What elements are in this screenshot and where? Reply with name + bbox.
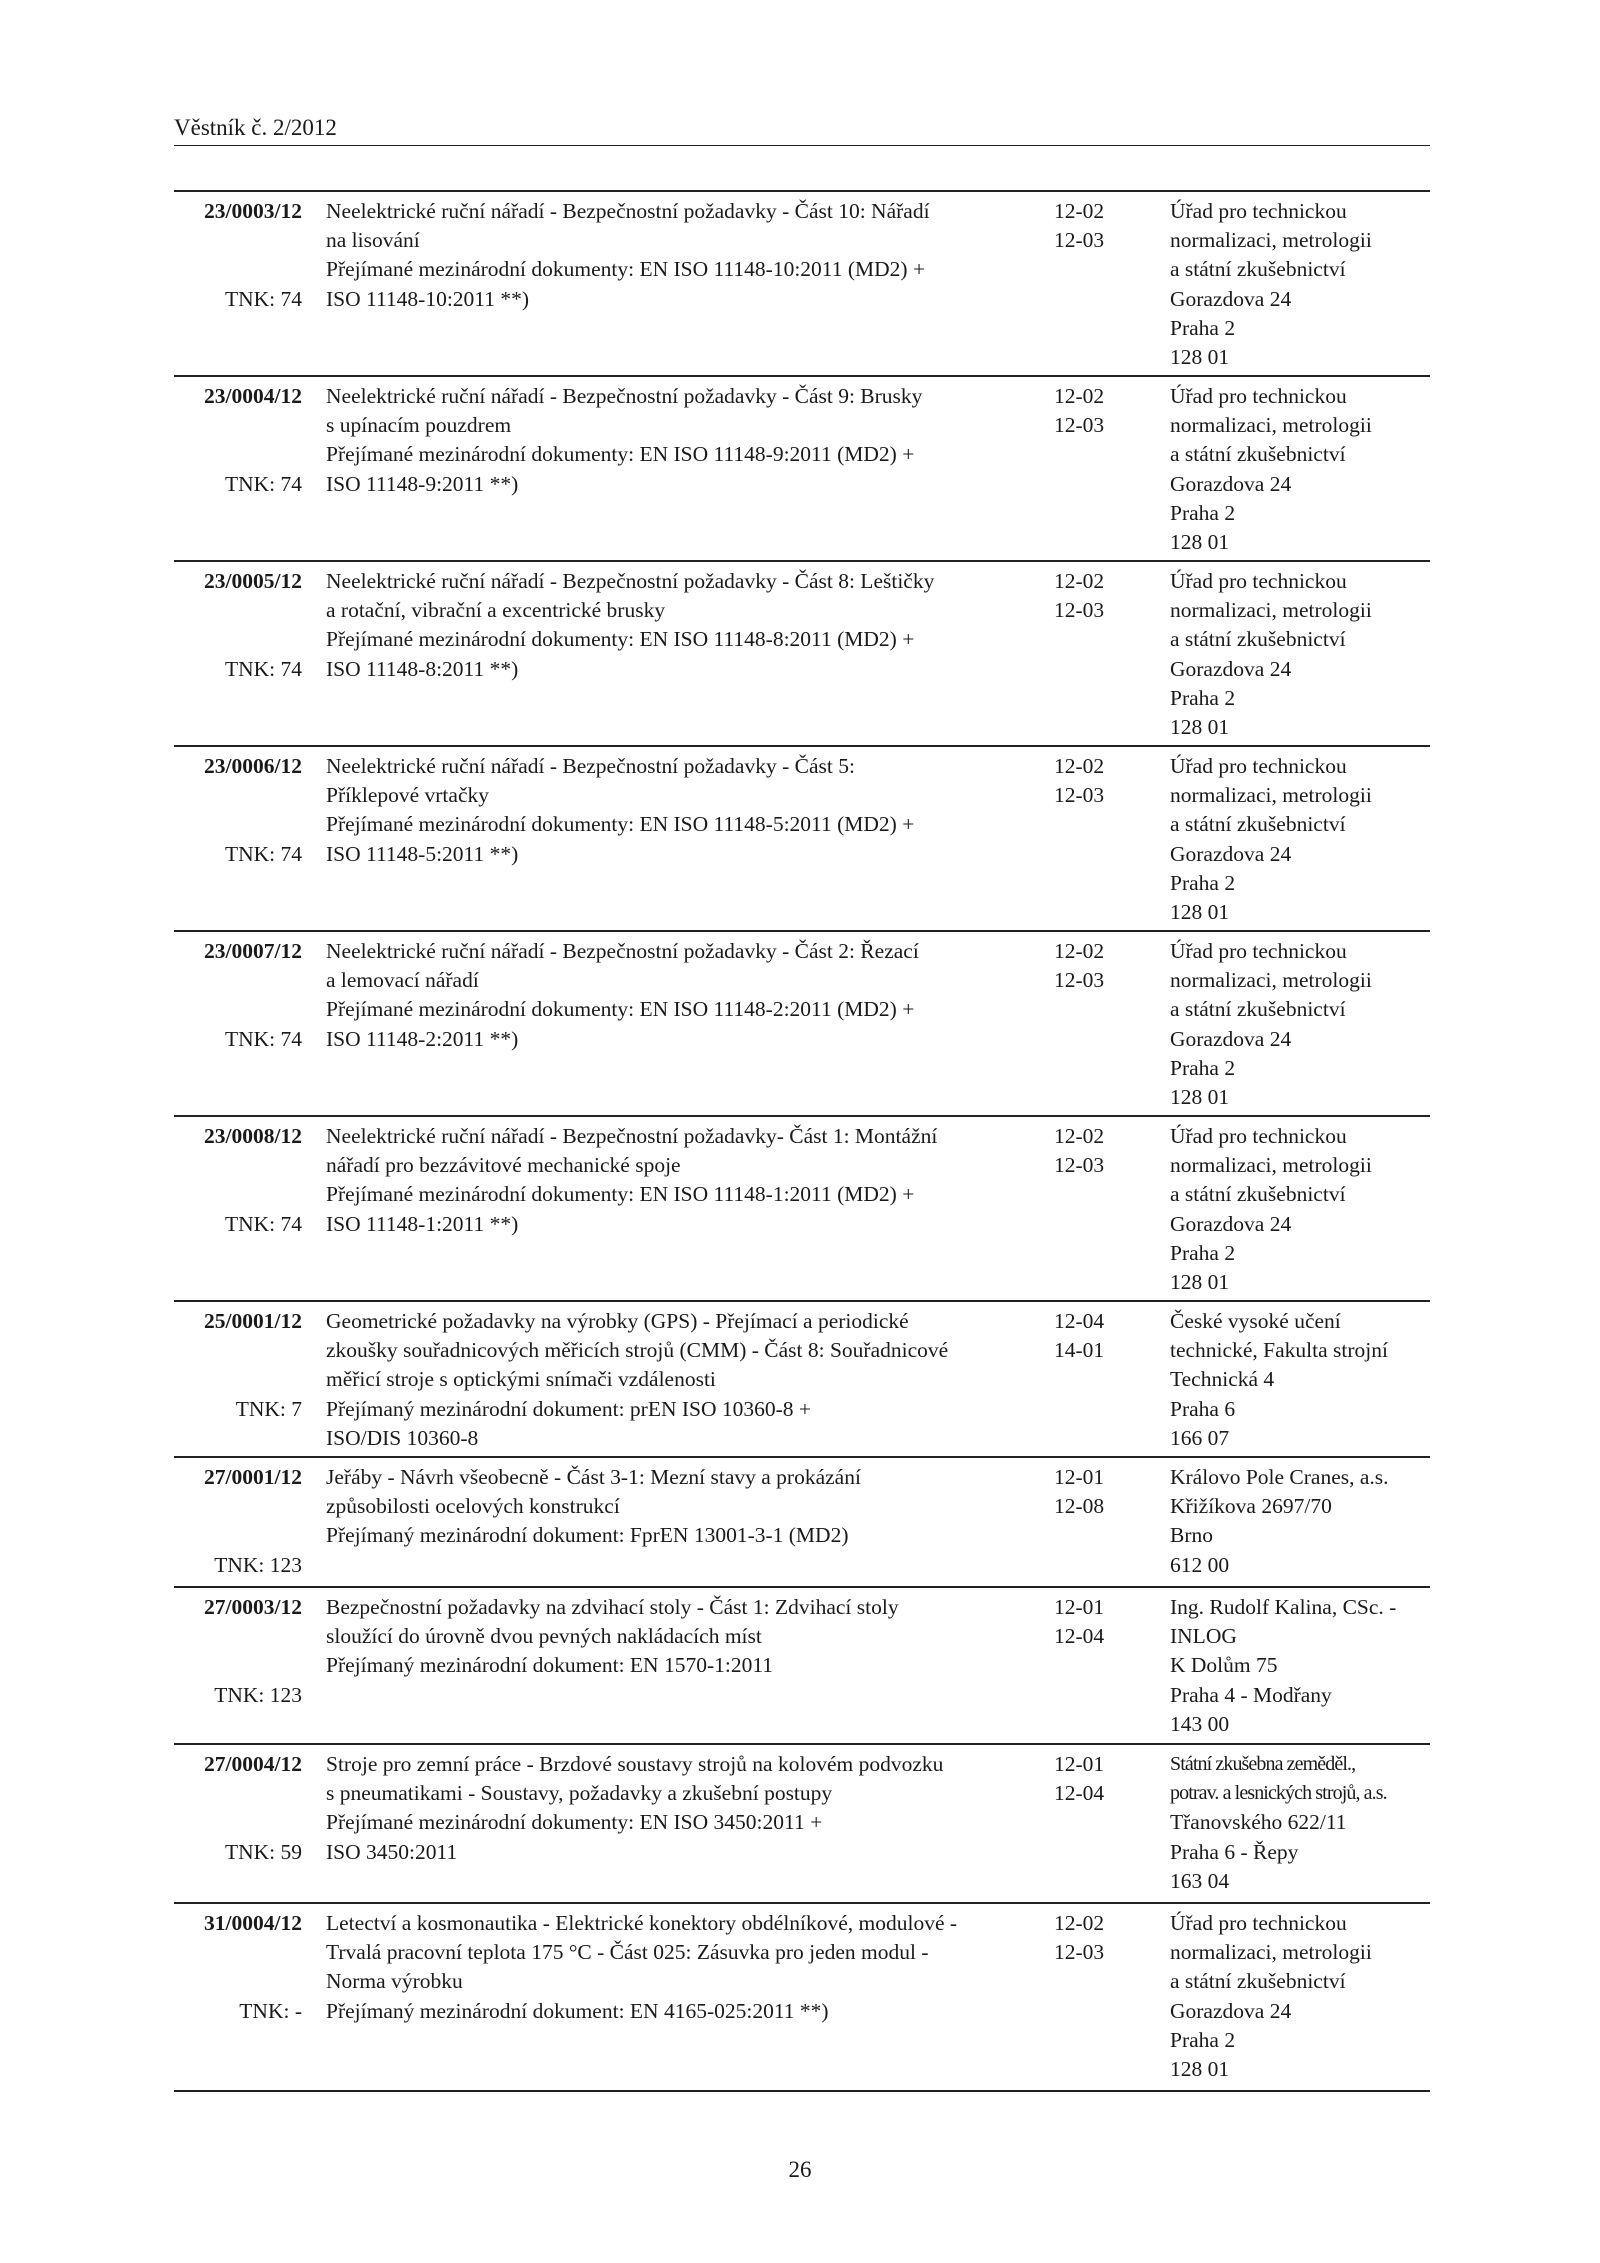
table-row xyxy=(174,1458,1430,1588)
entry-number: 27/0003/12 xyxy=(204,1595,302,1619)
address-line: INLOG xyxy=(1170,1624,1237,1649)
address-line: potrav. a lesnických strojů, a.s. xyxy=(1170,1782,1387,1805)
address-line: Úřad pro technickou xyxy=(1170,1124,1347,1148)
description-line: Letectví a kosmonautika - Elektrické konektory obdélníkové, modulové - xyxy=(326,1911,958,1935)
table-row xyxy=(174,562,1430,747)
entry-codes xyxy=(1054,1463,1144,1521)
description-line: s pneumatikami - Soustavy, požadavky a zkušební postupy xyxy=(326,1781,833,1806)
address-line: Technická 4 xyxy=(1170,1367,1275,1392)
address-line: Gorazdova 24 xyxy=(1170,1026,1292,1051)
entry-description xyxy=(326,1307,1046,1453)
code-line: 12-02 xyxy=(1054,939,1105,963)
code-line: 12-08 xyxy=(1054,1494,1105,1519)
address-line: a státní zkušebnictví xyxy=(1170,997,1346,1022)
entry-tnk: TNK: 123 xyxy=(214,1552,302,1577)
address-line: a státní zkušebnictví xyxy=(1170,627,1346,652)
table-row xyxy=(174,1117,1430,1302)
standards-table xyxy=(174,190,1430,2092)
address-line: normalizaci, metrologii xyxy=(1170,413,1372,438)
description-line: Neelektrické ruční nářadí - Bezpečnostní požadavky - Část 5: xyxy=(326,754,855,778)
entry-codes xyxy=(1054,1307,1144,1365)
address-line: Gorazdova 24 xyxy=(1170,1211,1292,1236)
entry-codes xyxy=(1054,1593,1144,1651)
description-line: Geometrické požadavky na výrobky (GPS) - Přejímací a periodické xyxy=(326,1309,909,1333)
page-header-title: Věstník č. 2/2012 xyxy=(174,115,337,140)
description-line: ISO 11148-1:2011 **) xyxy=(326,1211,519,1236)
table-row xyxy=(174,1588,1430,1745)
address-line: 128 01 xyxy=(1170,900,1230,925)
description-line: nářadí pro bezzávitové mechanické spoje xyxy=(326,1153,681,1178)
description-line: ISO/DIS 10360-8 xyxy=(326,1425,479,1450)
address-line: Úřad pro technickou xyxy=(1170,1911,1347,1935)
address-line: Praha 6 - Řepy xyxy=(1170,1839,1299,1864)
entry-description xyxy=(326,752,1046,869)
address-line: a státní zkušebnictví xyxy=(1170,1969,1346,1994)
address-line: a státní zkušebnictví xyxy=(1170,812,1346,837)
table-row xyxy=(174,192,1430,377)
address-line: K Dolům 75 xyxy=(1170,1653,1278,1678)
address-line: Úřad pro technickou xyxy=(1170,199,1347,223)
address-line: a státní zkušebnictví xyxy=(1170,1182,1346,1207)
entry-address xyxy=(1170,567,1440,742)
table-row xyxy=(174,932,1430,1117)
address-line: 128 01 xyxy=(1170,2057,1230,2082)
address-line: Státní zkušebna zeměděl., xyxy=(1170,1753,1356,1775)
description-line: Přejímané mezinárodní dokumenty: EN ISO 11148-2:2011 (MD2) + xyxy=(326,997,915,1022)
code-line: 12-01 xyxy=(1054,1595,1105,1619)
address-line: Úřad pro technickou xyxy=(1170,569,1347,593)
table-row xyxy=(174,377,1430,562)
code-line: 12-03 xyxy=(1054,1940,1105,1965)
code-line: 12-04 xyxy=(1054,1781,1105,1806)
entry-description xyxy=(326,1909,1046,2026)
entry-address xyxy=(1170,937,1440,1112)
code-line: 12-03 xyxy=(1054,783,1105,808)
address-line: a státní zkušebnictví xyxy=(1170,257,1346,282)
address-line: normalizaci, metrologii xyxy=(1170,968,1372,993)
description-line: ISO 11148-8:2011 **) xyxy=(326,656,519,681)
address-line: normalizaci, metrologii xyxy=(1170,228,1372,253)
entry-codes xyxy=(1054,567,1144,625)
address-line: Brno xyxy=(1170,1523,1213,1548)
address-line: 612 00 xyxy=(1170,1552,1230,1577)
address-line: Úřad pro technickou xyxy=(1170,384,1347,408)
code-line: 12-02 xyxy=(1054,199,1105,223)
address-line: Praha 2 xyxy=(1170,1240,1236,1265)
description-line: Přejímané mezinárodní dokumenty: EN ISO 11148-8:2011 (MD2) + xyxy=(326,627,915,652)
address-line: Gorazdova 24 xyxy=(1170,471,1292,496)
entry-id-cell xyxy=(174,1307,302,1421)
entry-address xyxy=(1170,1909,1440,2084)
code-line: 12-04 xyxy=(1054,1624,1105,1649)
description-line: Přejímaný mezinárodní dokument: prEN ISO 10360-8 + xyxy=(326,1396,812,1421)
description-line: Neelektrické ruční nářadí - Bezpečnostní požadavky - Část 10: Nářadí xyxy=(326,199,930,223)
description-line: Přejímané mezinárodní dokumenty: EN ISO 3450:2011 + xyxy=(326,1810,823,1835)
description-line: Přejímané mezinárodní dokumenty: EN ISO 11148-5:2011 (MD2) + xyxy=(326,812,915,837)
address-line: Praha 2 xyxy=(1170,685,1236,710)
code-line: 12-04 xyxy=(1054,1309,1105,1333)
code-line: 14-01 xyxy=(1054,1338,1105,1363)
code-line: 12-02 xyxy=(1054,384,1105,408)
description-line: ISO 11148-5:2011 **) xyxy=(326,841,519,866)
address-line: technické, Fakulta strojní xyxy=(1170,1338,1388,1363)
entry-number: 31/0004/12 xyxy=(204,1911,302,1935)
entry-address xyxy=(1170,197,1440,372)
address-line: 143 00 xyxy=(1170,1711,1230,1736)
address-line: 128 01 xyxy=(1170,1270,1230,1295)
address-line: Praha 2 xyxy=(1170,1055,1236,1080)
entry-id-cell xyxy=(174,1122,302,1236)
address-line: Gorazdova 24 xyxy=(1170,286,1292,311)
address-line: Praha 2 xyxy=(1170,500,1236,525)
description-line: a rotační, vibrační a excentrické brusky xyxy=(326,598,666,623)
table-row xyxy=(174,1904,1430,2092)
description-line: sloužící do úrovně dvou pevných nakládacích míst xyxy=(326,1624,762,1649)
entry-tnk: TNK: 74 xyxy=(224,841,302,866)
entry-id-cell xyxy=(174,567,302,681)
entry-number: 23/0003/12 xyxy=(204,199,302,223)
code-line: 12-02 xyxy=(1054,754,1105,778)
code-line: 12-03 xyxy=(1054,413,1105,438)
description-line: s upínacím pouzdrem xyxy=(326,413,512,438)
description-line: ISO 11148-2:2011 **) xyxy=(326,1026,519,1051)
address-line: 128 01 xyxy=(1170,530,1230,555)
address-line: Praha 2 xyxy=(1170,315,1236,340)
entry-codes xyxy=(1054,197,1144,255)
entry-id-cell xyxy=(174,382,302,496)
page-number: 26 xyxy=(788,2157,812,2182)
description-line: Bezpečnostní požadavky na zdvihací stoly - Část 1: Zdvihací stoly xyxy=(326,1595,899,1619)
entry-tnk: TNK: 74 xyxy=(224,656,302,681)
entry-codes xyxy=(1054,1909,1144,1967)
code-line: 12-03 xyxy=(1054,598,1105,623)
entry-tnk: TNK: 123 xyxy=(214,1682,302,1707)
entry-codes xyxy=(1054,937,1144,995)
entry-number: 23/0008/12 xyxy=(204,1124,302,1148)
code-line: 12-01 xyxy=(1054,1465,1105,1489)
address-line: Gorazdova 24 xyxy=(1170,1998,1292,2023)
address-line: Praha 2 xyxy=(1170,870,1236,895)
entry-address xyxy=(1170,1122,1440,1297)
entry-description xyxy=(326,1593,1046,1681)
header-rule xyxy=(174,145,1430,146)
description-line: zkoušky souřadnicových měřicích strojů (CMM) - Část 8: Souřadnicové xyxy=(326,1338,949,1363)
description-line: Příklepové vrtačky xyxy=(326,783,489,808)
entry-address xyxy=(1170,752,1440,927)
entry-id-cell xyxy=(174,1593,302,1707)
code-line: 12-03 xyxy=(1054,228,1105,253)
address-line: Praha 6 xyxy=(1170,1396,1236,1421)
address-line: normalizaci, metrologii xyxy=(1170,598,1372,623)
entry-number: 23/0007/12 xyxy=(204,939,302,963)
entry-description xyxy=(326,197,1046,314)
description-line: Přejímané mezinárodní dokumenty: EN ISO 11148-1:2011 (MD2) + xyxy=(326,1182,915,1207)
description-line: Neelektrické ruční nářadí - Bezpečnostní požadavky- Část 1: Montážní xyxy=(326,1124,938,1148)
code-line: 12-02 xyxy=(1054,1124,1105,1148)
entry-description xyxy=(326,937,1046,1054)
code-line: 12-03 xyxy=(1054,1153,1105,1178)
entry-description xyxy=(326,1122,1046,1239)
address-line: Křižíkova 2697/70 xyxy=(1170,1494,1332,1519)
table-row xyxy=(174,1745,1430,1904)
address-line: Úřad pro technickou xyxy=(1170,939,1347,963)
address-line: a státní zkušebnictví xyxy=(1170,442,1346,467)
address-line: Praha 4 - Modřany xyxy=(1170,1682,1332,1707)
entry-address xyxy=(1170,1593,1440,1739)
table-row xyxy=(174,1302,1430,1458)
address-line: 163 04 xyxy=(1170,1868,1230,1893)
entry-id-cell xyxy=(174,752,302,866)
description-line: Přejímaný mezinárodní dokument: EN 4165-025:2011 **) xyxy=(326,1998,829,2023)
address-line: normalizaci, metrologii xyxy=(1170,1153,1372,1178)
entry-tnk: TNK: 59 xyxy=(224,1839,302,1864)
address-line: Praha 2 xyxy=(1170,2027,1236,2052)
description-line: Jeřáby - Návrh všeobecně - Část 3-1: Mezní stavy a prokázání xyxy=(326,1465,861,1489)
description-line: ISO 3450:2011 xyxy=(326,1839,458,1864)
entry-codes xyxy=(1054,1122,1144,1180)
description-line: Norma výrobku xyxy=(326,1969,463,1994)
table-row xyxy=(174,747,1430,932)
entry-address xyxy=(1170,382,1440,557)
code-line: 12-02 xyxy=(1054,569,1105,593)
entry-address xyxy=(1170,1463,1440,1580)
entry-description xyxy=(326,1463,1046,1551)
description-line: ISO 11148-9:2011 **) xyxy=(326,471,519,496)
entry-address xyxy=(1170,1750,1440,1896)
description-line: Přejímaný mezinárodní dokument: EN 1570-1:2011 xyxy=(326,1653,774,1678)
entry-codes xyxy=(1054,1750,1144,1808)
entry-number: 23/0006/12 xyxy=(204,754,302,778)
description-line: Neelektrické ruční nářadí - Bezpečnostní požadavky - Část 2: Řezací xyxy=(326,939,919,963)
entry-id-cell xyxy=(174,1463,302,1577)
address-line: České vysoké učení xyxy=(1170,1309,1341,1333)
address-line: Úřad pro technickou xyxy=(1170,754,1347,778)
description-line: a lemovací nářadí xyxy=(326,968,479,993)
description-line: Neelektrické ruční nářadí - Bezpečnostní požadavky - Část 8: Leštičky xyxy=(326,569,935,593)
entry-tnk: TNK: 74 xyxy=(224,286,302,311)
entry-codes xyxy=(1054,382,1144,440)
entry-tnk: TNK: 74 xyxy=(224,1211,302,1236)
entry-number: 27/0001/12 xyxy=(204,1465,302,1489)
description-line: Přejímané mezinárodní dokumenty: EN ISO 11148-10:2011 (MD2) + xyxy=(326,257,926,282)
entry-tnk: TNK: 7 xyxy=(235,1396,302,1421)
description-line: Stroje pro zemní práce - Brzdové soustavy strojů na kolovém podvozku xyxy=(326,1752,944,1776)
address-line: normalizaci, metrologii xyxy=(1170,783,1372,808)
description-line: Přejímaný mezinárodní dokument: FprEN 13001-3-1 (MD2) xyxy=(326,1523,849,1548)
description-line: Přejímané mezinárodní dokumenty: EN ISO 11148-9:2011 (MD2) + xyxy=(326,442,915,467)
address-line: 166 07 xyxy=(1170,1425,1230,1450)
entry-id-cell xyxy=(174,937,302,1051)
description-line: Trvalá pracovní teplota 175 °C - Část 025: Zásuvka pro jeden modul - xyxy=(326,1940,929,1965)
entry-tnk: TNK: 74 xyxy=(224,471,302,496)
entry-address xyxy=(1170,1307,1440,1453)
entry-number: 25/0001/12 xyxy=(204,1309,302,1333)
address-line: Gorazdova 24 xyxy=(1170,656,1292,681)
entry-description xyxy=(326,567,1046,684)
address-line: 128 01 xyxy=(1170,345,1230,370)
code-line: 12-02 xyxy=(1054,1911,1105,1935)
entry-description xyxy=(326,382,1046,499)
entry-id-cell xyxy=(174,1750,302,1864)
description-line: ISO 11148-10:2011 **) xyxy=(326,286,530,311)
address-line: 128 01 xyxy=(1170,715,1230,740)
entry-number: 23/0004/12 xyxy=(204,384,302,408)
entry-number: 23/0005/12 xyxy=(204,569,302,593)
entry-id-cell xyxy=(174,197,302,311)
description-line: měřicí stroje s optickými snímači vzdálenosti xyxy=(326,1367,716,1392)
address-line: normalizaci, metrologii xyxy=(1170,1940,1372,1965)
entry-tnk: TNK: 74 xyxy=(224,1026,302,1051)
entry-id-cell xyxy=(174,1909,302,2023)
address-line: Ing. Rudolf Kalina, CSc. - xyxy=(1170,1595,1397,1619)
code-line: 12-03 xyxy=(1054,968,1105,993)
address-line: Gorazdova 24 xyxy=(1170,841,1292,866)
address-line: Třanovského 622/11 xyxy=(1170,1810,1347,1835)
address-line: Královo Pole Cranes, a.s. xyxy=(1170,1465,1389,1489)
entry-number: 27/0004/12 xyxy=(204,1752,302,1776)
address-line: 128 01 xyxy=(1170,1085,1230,1110)
entry-description xyxy=(326,1750,1046,1867)
description-line: způsobilosti ocelových konstrukcí xyxy=(326,1494,620,1519)
code-line: 12-01 xyxy=(1054,1752,1105,1776)
entry-codes xyxy=(1054,752,1144,810)
description-line: Neelektrické ruční nářadí - Bezpečnostní požadavky - Část 9: Brusky xyxy=(326,384,923,408)
entry-tnk: TNK: - xyxy=(239,1998,302,2023)
description-line: na lisování xyxy=(326,228,420,253)
